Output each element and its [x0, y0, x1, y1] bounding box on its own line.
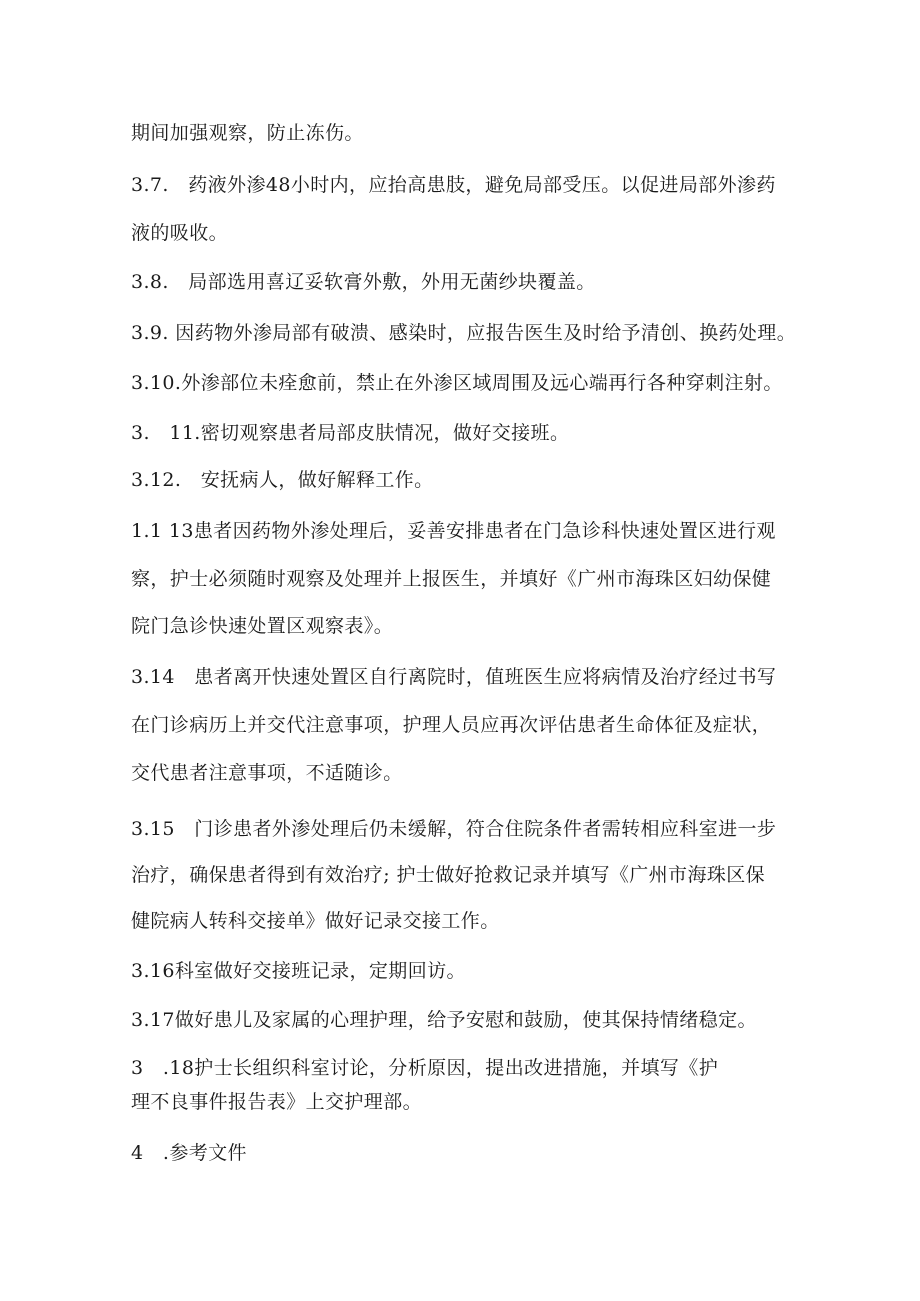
text-line: 3 .18护士长组织科室讨论，分析原因，提出改进措施，并填写《护	[131, 1057, 719, 1079]
section-heading: 4 .参考文件	[131, 1142, 247, 1164]
text-line: 3. 11.密切观察患者局部皮肤情况，做好交接班。	[131, 422, 570, 444]
text-line: 院门急诊快速处置区观察表》。	[131, 615, 394, 637]
text-line: 3.7. 药液外渗48小时内，应抬高患肢，避免局部受压。以促进局部外渗药	[131, 174, 776, 196]
text-line: 理不良事件报告表》上交护理部。	[131, 1091, 423, 1113]
text-line: 3.15 门诊患者外渗处理后仍未缓解，符合住院条件者需转相应科室进一步	[131, 818, 777, 840]
text-line: 3.12. 安抚病人，做好解释工作。	[131, 469, 434, 491]
text-line: 3.14 患者离开快速处置区自行离院时，值班医生应将病情及治疗经过书写	[131, 666, 777, 688]
text-line: 期间加强观察，防止冻伤。	[131, 122, 364, 144]
text-line: 3.16科室做好交接班记录，定期回访。	[131, 960, 466, 982]
text-line: 健院病人转科交接单》做好记录交接工作。	[131, 910, 500, 932]
text-line: 3.10.外渗部位未痊愈前，禁止在外渗区域周围及远心端再行各种穿刺注射。	[131, 372, 783, 394]
text-line: 1.1 13患者因药物外渗处理后，妥善安排患者在门急诊科快速处置区进行观	[131, 520, 776, 542]
text-line: 液的吸收。	[131, 222, 229, 244]
text-line: 在门诊病历上并交代注意事项，护理人员应再次评估患者生命体征及症状，	[131, 714, 772, 736]
text-line: 治疗，确保患者得到有效治疗; 护士做好抢救记录并填写《广州市海珠区保	[131, 864, 766, 886]
text-line: 3.9. 因药物外渗局部有破溃、感染时，应报告医生及时给予清创、换药处理。	[131, 322, 797, 344]
text-line: 察，护士必须随时观察及处理并上报医生，并填好《广州市海珠区妇幼保健	[131, 568, 772, 590]
text-line: 3.17做好患儿及家属的心理护理，给予安慰和鼓励，使其保持情绪稳定。	[131, 1009, 757, 1031]
text-line: 交代患者注意事项，不适随诊。	[131, 762, 403, 784]
text-line: 3.8. 局部选用喜辽妥软膏外敷，外用无菌纱块覆盖。	[131, 271, 596, 293]
